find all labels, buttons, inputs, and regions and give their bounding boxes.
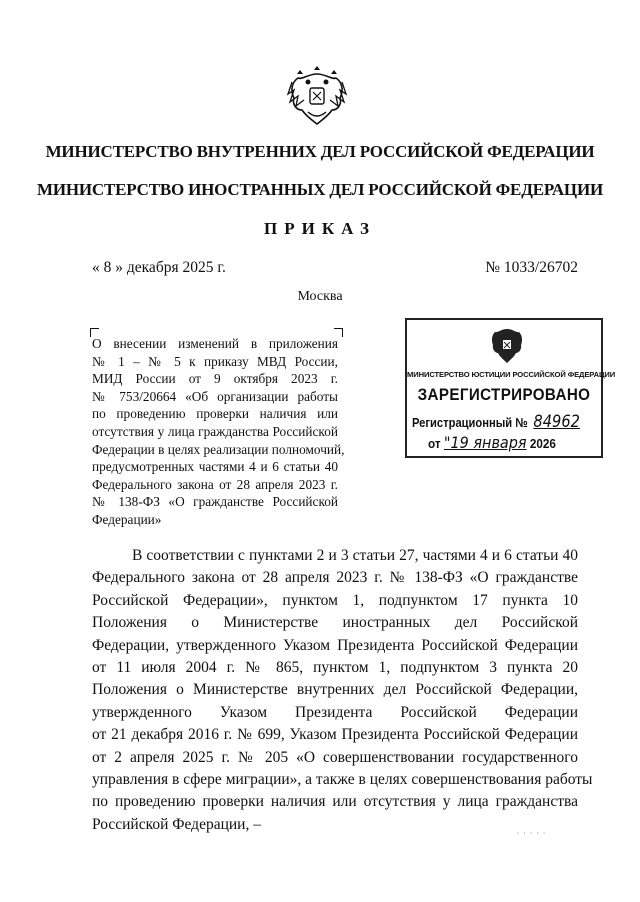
subject-line: Федерации в целях реализации полномочий, — [92, 441, 345, 457]
subject-line: Федерации» — [92, 511, 162, 527]
order-number: № 1033/26702 — [485, 259, 578, 276]
preamble-line: Положения о Министерстве иностранных дел Российской — [92, 614, 578, 632]
stamp-date-year: 2026 — [529, 436, 556, 451]
subject-line: МИД России от 9 октября 2023 г. — [92, 371, 338, 387]
preamble-line: В соответствии с пунктами 2 и 3 статьи 27, частями 4 и 6 статьи 40 — [132, 547, 578, 564]
stamp-date-prefix: от — [428, 436, 441, 451]
preamble-line: Федерального закона от 28 апреля 2023 г. № 138-ФЗ «О гражданстве — [92, 569, 578, 587]
subject-line: О внесении изменений в приложения — [92, 336, 338, 351]
preamble-line: Федерации, утвержденного Указом Президента Российской Федерации — [92, 636, 578, 654]
preamble-line: Положения о Министерстве внутренних дел Российской Федерации, — [92, 681, 578, 699]
document-type-title: ПРИКАЗ — [264, 219, 376, 238]
preamble-line: Российской Федерации, – — [92, 815, 261, 833]
order-date: « 8 » декабря 2025 г. — [92, 259, 226, 276]
registration-stamp — [405, 318, 616, 458]
coat-of-arms-emblem — [286, 60, 348, 130]
stamp-reg-label: Регистрационный № — [412, 415, 528, 430]
preamble-line: управления в сфере миграции», а также в целях совершенствования работы — [92, 771, 593, 789]
stamp-emblem-icon — [489, 326, 525, 366]
subject-line: отсутствия у лица гражданства Российской — [92, 423, 338, 439]
subject-line: № 753/20664 «Об организации работы — [92, 388, 338, 404]
subject-line: Федерального закона от 28 апреля 2023 г. — [92, 476, 338, 492]
preamble-line: от 11 июля 2004 г. № 865, пунктом 1, подпунктом 3 пункта 20 — [92, 659, 578, 677]
order-subject — [92, 335, 345, 529]
order-preamble — [92, 545, 593, 836]
stamp-organization: МИНИСТЕРСТВО ЮСТИЦИИ РОССИЙСКОЙ ФЕДЕРАЦИИ — [407, 370, 616, 379]
preamble-line: от 21 декабря 2016 г. № 699, Указом Президента Российской Федерации — [92, 726, 578, 744]
stamp-registered-label: ЗАРЕГИСТРИРОВАНО — [417, 386, 591, 404]
ministry-heading-interior: МИНИСТЕРСТВО ВНУТРЕННИХ ДЕЛ РОССИЙСКОЙ ФЕДЕРАЦИИ — [45, 142, 595, 161]
stamp-registration-number — [412, 412, 580, 432]
ministry-heading-foreign: МИНИСТЕРСТВО ИНОСТРАННЫХ ДЕЛ РОССИЙСКОЙ ФЕДЕРАЦИИ — [37, 180, 603, 199]
subject-line: № 138-ФЗ «О гражданстве Российской — [92, 494, 338, 510]
preamble-line: Российской Федерации», пунктом 1, подпунктом 17 пункта 10 — [92, 591, 578, 609]
scan-artifact: ∙ ∙ ∙ ∙ ∙ — [517, 828, 547, 838]
preamble-line: утвержденного Указом Президента Российской Федерации — [92, 703, 578, 721]
stamp-date-handwritten: "19 января — [443, 433, 527, 452]
preamble-line: по проведению проверки наличия или отсутствия у лица гражданства — [92, 793, 578, 811]
subject-line: по проведению проверки наличия или — [92, 406, 338, 422]
stamp-reg-number-handwritten: 84962 — [533, 412, 580, 432]
stamp-registration-date — [428, 433, 556, 452]
subject-line: предусмотренных частями 4 и 6 статьи 40 — [92, 459, 338, 475]
subject-line: № 1 – № 5 к приказу МВД России, — [92, 353, 338, 369]
order-city: Москва — [297, 289, 343, 304]
preamble-line: от 2 апреля 2025 г. № 205 «О совершенствовании государственного — [92, 748, 578, 766]
